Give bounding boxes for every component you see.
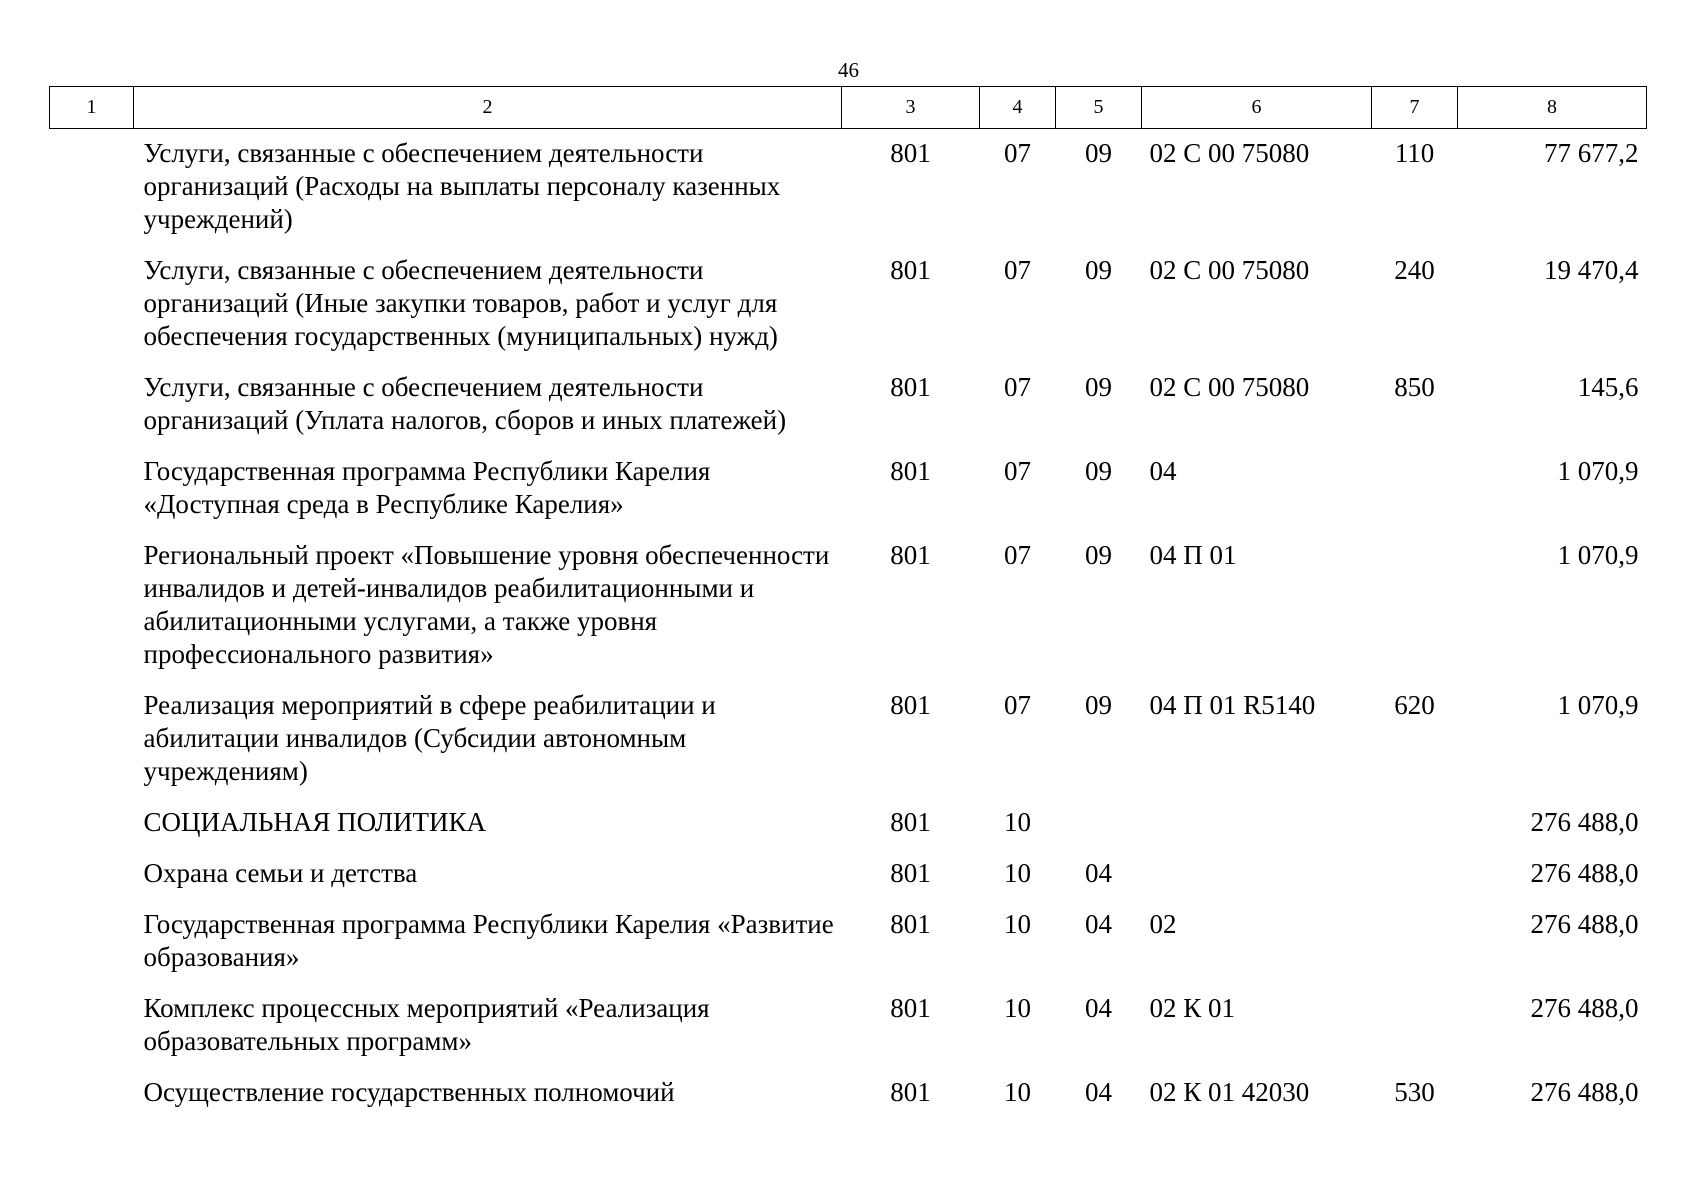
- ministry-code: 801: [890, 456, 931, 486]
- subsection-code: 04: [1085, 1077, 1112, 1107]
- table-row: [50, 800, 1647, 851]
- header-col-6: 6: [1142, 87, 1372, 129]
- row-number-cell: [50, 533, 134, 683]
- amount: 77 677,2: [1544, 138, 1639, 168]
- subsection-code: 09: [1085, 255, 1112, 285]
- target-article-code: 02 С 00 75080: [1149, 255, 1310, 285]
- subsection-code: 09: [1085, 690, 1112, 720]
- target-article-code: 02 К 01 42030: [1149, 1077, 1310, 1107]
- section-code: 07: [1004, 456, 1031, 486]
- header-row: [50, 87, 1647, 129]
- table-row: [50, 986, 1647, 1070]
- budget-table: [49, 86, 1647, 1121]
- expense-name: Региональный проект «Повышение уровня обеспеченности инвалидов и детей-инвалидов реабилитационными и абилитационными услугами, а также уровня профессионального развития»: [143, 540, 830, 669]
- section-code: 07: [1004, 372, 1031, 402]
- expense-name: Осуществление государственных полномочий: [143, 1077, 675, 1107]
- table-row: [50, 365, 1647, 449]
- section-code: 07: [1004, 690, 1031, 720]
- row-number-cell: [50, 683, 134, 800]
- subsection-code: 04: [1085, 993, 1112, 1023]
- expense-type-code: [1372, 851, 1458, 902]
- expense-type-code: 620: [1394, 690, 1435, 720]
- amount: 276 488,0: [1530, 858, 1639, 888]
- expense-name: СОЦИАЛЬНАЯ ПОЛИТИКА: [143, 807, 487, 837]
- subsection-code: 04: [1085, 909, 1112, 939]
- table-row: [50, 533, 1647, 683]
- section-code: 10: [1004, 858, 1031, 888]
- amount: 276 488,0: [1530, 993, 1639, 1023]
- amount: 145,6: [1577, 372, 1639, 402]
- ministry-code: 801: [890, 690, 931, 720]
- amount: 1 070,9: [1557, 540, 1639, 570]
- section-code: 10: [1004, 1077, 1031, 1107]
- target-article-code: 04: [1149, 456, 1177, 486]
- header-col-7: 7: [1372, 87, 1458, 129]
- expense-name: Государственная программа Республики Карелия «Доступная среда в Республике Карелия»: [143, 456, 711, 519]
- expense-type-code: [1372, 986, 1458, 1070]
- header-col-1: 1: [50, 87, 134, 129]
- amount: 1 070,9: [1557, 690, 1639, 720]
- ministry-code: 801: [890, 1077, 931, 1107]
- table-row: [50, 1070, 1647, 1121]
- row-number-cell: [50, 800, 134, 851]
- ministry-code: 801: [890, 807, 931, 837]
- expense-type-code: [1372, 533, 1458, 683]
- expense-type-code: 110: [1394, 138, 1435, 168]
- expense-name: Услуги, связанные с обеспечением деятельности организаций (Иные закупки товаров, работ и услуг для обеспечения государственных (муниципальных) нужд): [143, 255, 778, 351]
- expense-type-code: [1372, 800, 1458, 851]
- target-article-code: 02 С 00 75080: [1149, 138, 1310, 168]
- target-article-code: 04 П 01 R5140: [1149, 690, 1316, 720]
- expense-name: Комплекс процессных мероприятий «Реализация образовательных программ»: [143, 993, 710, 1056]
- row-number-cell: [50, 902, 134, 986]
- row-number-cell: [50, 248, 134, 365]
- amount: 276 488,0: [1530, 1077, 1639, 1107]
- amount: 276 488,0: [1530, 807, 1639, 837]
- section-code: 10: [1004, 993, 1031, 1023]
- expense-name: Государственная программа Республики Карелия «Развитие образования»: [143, 909, 834, 972]
- subsection-code: 09: [1085, 456, 1112, 486]
- amount: 276 488,0: [1530, 909, 1639, 939]
- table-row: [50, 129, 1647, 249]
- row-number-cell: [50, 986, 134, 1070]
- header-col-5: 5: [1056, 87, 1142, 129]
- row-number-cell: [50, 129, 134, 249]
- subsection-code: [1056, 800, 1142, 851]
- table-row: [50, 683, 1647, 800]
- target-article-code: 02 К 01: [1149, 993, 1236, 1023]
- ministry-code: 801: [890, 540, 931, 570]
- amount: 1 070,9: [1557, 456, 1639, 486]
- expense-name: Реализация мероприятий в сфере реабилитации и абилитации инвалидов (Субсидии автономным учреждениям): [143, 690, 716, 786]
- expense-type-code: 530: [1394, 1077, 1435, 1107]
- expense-name: Услуги, связанные с обеспечением деятельности организаций (Расходы на выплаты персоналу казенных учреждений): [143, 138, 781, 234]
- row-number-cell: [50, 851, 134, 902]
- amount: 19 470,4: [1544, 255, 1639, 285]
- ministry-code: 801: [890, 138, 931, 168]
- target-article-code: [1142, 851, 1372, 902]
- table-row: [50, 449, 1647, 533]
- row-number-cell: [50, 365, 134, 449]
- expense-name: Услуги, связанные с обеспечением деятельности организаций (Уплата налогов, сборов и иных платежей): [143, 372, 787, 435]
- ministry-code: 801: [890, 993, 931, 1023]
- expense-type-code: [1372, 449, 1458, 533]
- expense-type-code: 850: [1394, 372, 1435, 402]
- ministry-code: 801: [890, 909, 931, 939]
- target-article-code: 02: [1149, 909, 1177, 939]
- header-col-8: 8: [1458, 87, 1647, 129]
- expense-type-code: [1372, 902, 1458, 986]
- target-article-code: [1142, 800, 1372, 851]
- ministry-code: 801: [890, 858, 931, 888]
- page-number: 46: [838, 58, 859, 82]
- ministry-code: 801: [890, 255, 931, 285]
- target-article-code: 02 С 00 75080: [1149, 372, 1310, 402]
- table-row: [50, 902, 1647, 986]
- header-col-3: 3: [842, 87, 980, 129]
- section-code: 07: [1004, 255, 1031, 285]
- table-row: [50, 851, 1647, 902]
- header-col-4: 4: [980, 87, 1056, 129]
- target-article-code: 04 П 01: [1149, 540, 1237, 570]
- expense-name: Охрана семьи и детства: [143, 858, 418, 888]
- subsection-code: 09: [1085, 540, 1112, 570]
- row-number-cell: [50, 449, 134, 533]
- header-col-2: 2: [134, 87, 842, 129]
- subsection-code: 09: [1085, 372, 1112, 402]
- section-code: 10: [1004, 909, 1031, 939]
- expense-type-code: 240: [1394, 255, 1435, 285]
- subsection-code: 09: [1085, 138, 1112, 168]
- row-number-cell: [50, 1070, 134, 1121]
- section-code: 07: [1004, 540, 1031, 570]
- subsection-code: 04: [1085, 858, 1112, 888]
- ministry-code: 801: [890, 372, 931, 402]
- table-row: [50, 248, 1647, 365]
- section-code: 10: [1004, 807, 1031, 837]
- section-code: 07: [1004, 138, 1031, 168]
